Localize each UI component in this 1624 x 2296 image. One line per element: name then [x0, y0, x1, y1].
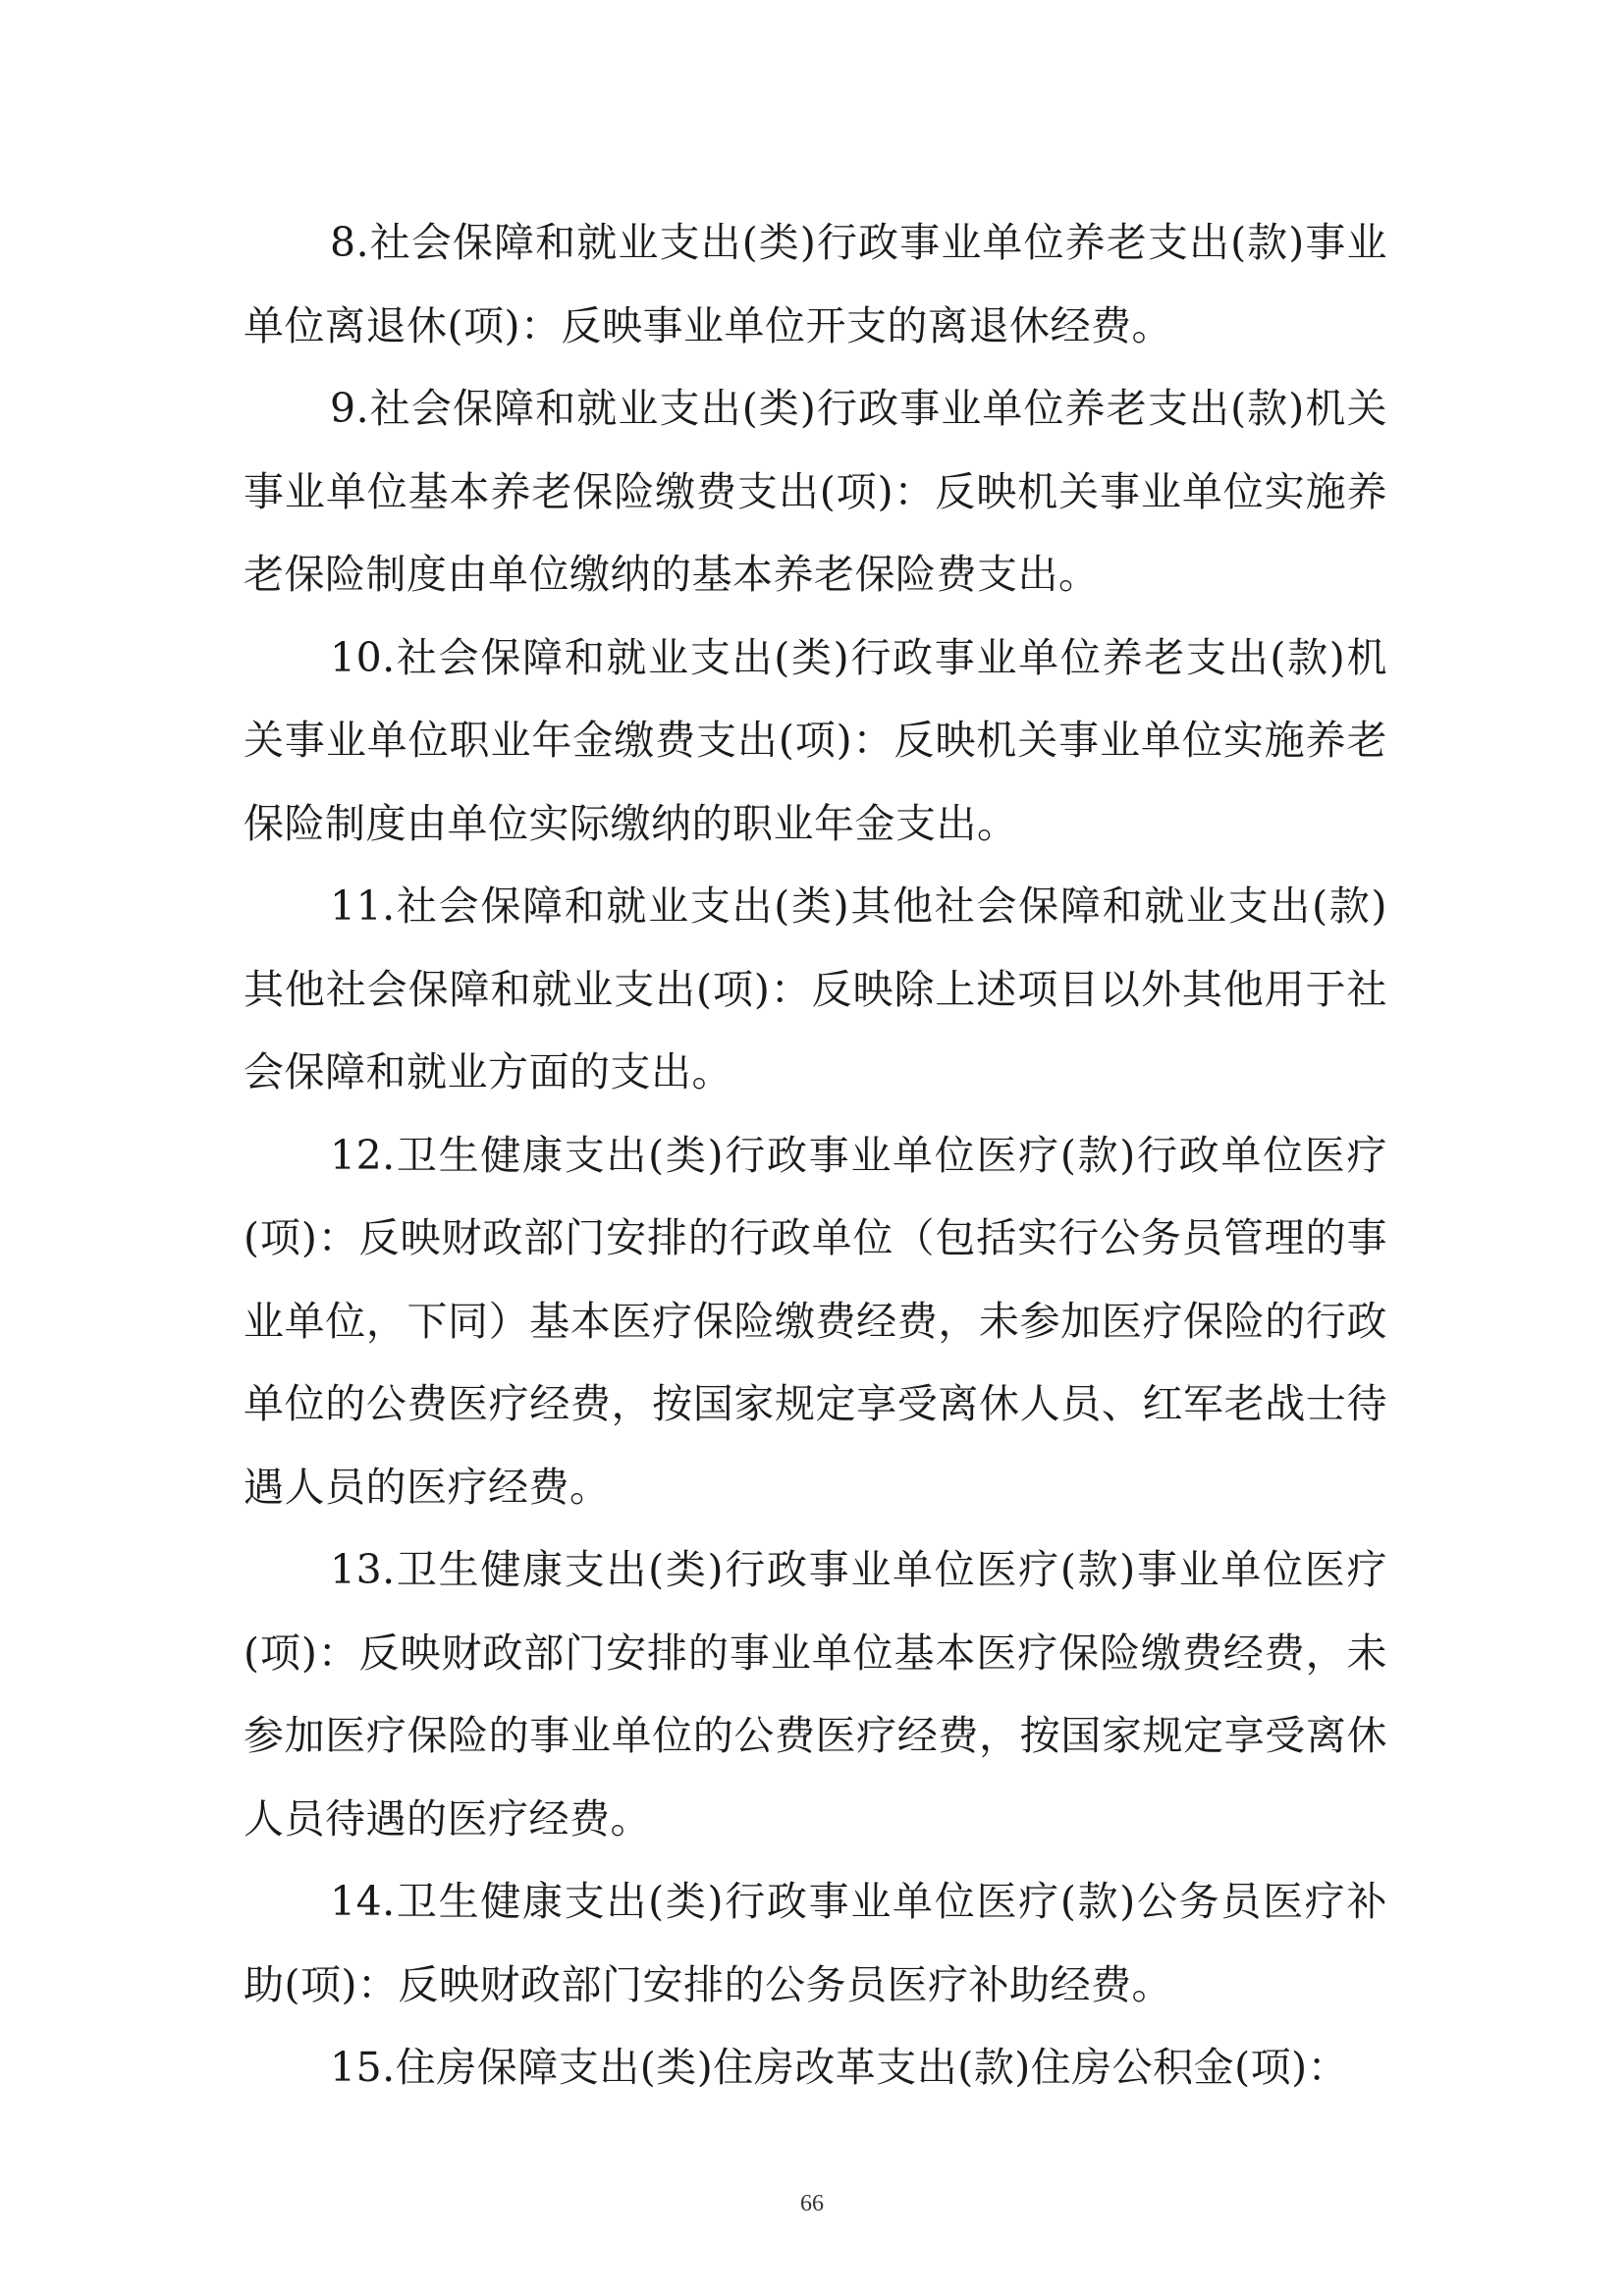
- page-number: 66: [800, 2191, 824, 2216]
- paragraph-item-9: 9.社会保障和就业支出(类)行政事业单位养老支出(款)机关事业单位基本养老保险缴费支出(项)：反映机关事业单位实施养老保险制度由单位缴纳的基本养老保险费支出。: [244, 385, 1387, 598]
- paragraph-item-11: 11.社会保障和就业支出(类)其他社会保障和就业支出(款)其他社会保障和就业支出(项)：反映除上述项目以外其他用于社会保障和就业方面的支出。: [244, 882, 1387, 1095]
- paragraph-item-10: 10.社会保障和就业支出(类)行政事业单位养老支出(款)机关事业单位职业年金缴费支出(项)：反映机关事业单位实施养老保险制度由单位实际缴纳的职业年金支出。: [244, 633, 1387, 847]
- paragraph-item-14: 14.卫生健康支出(类)行政事业单位医疗(款)公务员医疗补助(项)：反映财政部门安排的公务员医疗补助经费。: [244, 1878, 1387, 2008]
- paragraph-item-12: 12.卫生健康支出(类)行政事业单位医疗(款)行政单位医疗(项)：反映财政部门安排的行政单位（包括实行公务员管理的事业单位，下同）基本医疗保险缴费经费，未参加医疗保险的行政单位的公费医疗经费，按国家规定享受离休人员、红军老战士待遇人员的医疗经费。: [244, 1131, 1387, 1511]
- paragraph-item-8: 8.社会保障和就业支出(类)行政事业单位养老支出(款)事业单位离退休(项)：反映事业单位开支的离退休经费。: [244, 219, 1387, 349]
- document-body: [244, 201, 1387, 2109]
- paragraph-item-13: 13.卫生健康支出(类)行政事业单位医疗(款)事业单位医疗(项)：反映财政部门安排的事业单位基本医疗保险缴费经费，未参加医疗保险的事业单位的公费医疗经费，按国家规定享受离休人员待遇的医疗经费。: [244, 1546, 1387, 1842]
- paragraph-item-15: 15.住房保障支出(类)住房改革支出(款)住房公积金(项)：: [330, 2044, 1349, 2091]
